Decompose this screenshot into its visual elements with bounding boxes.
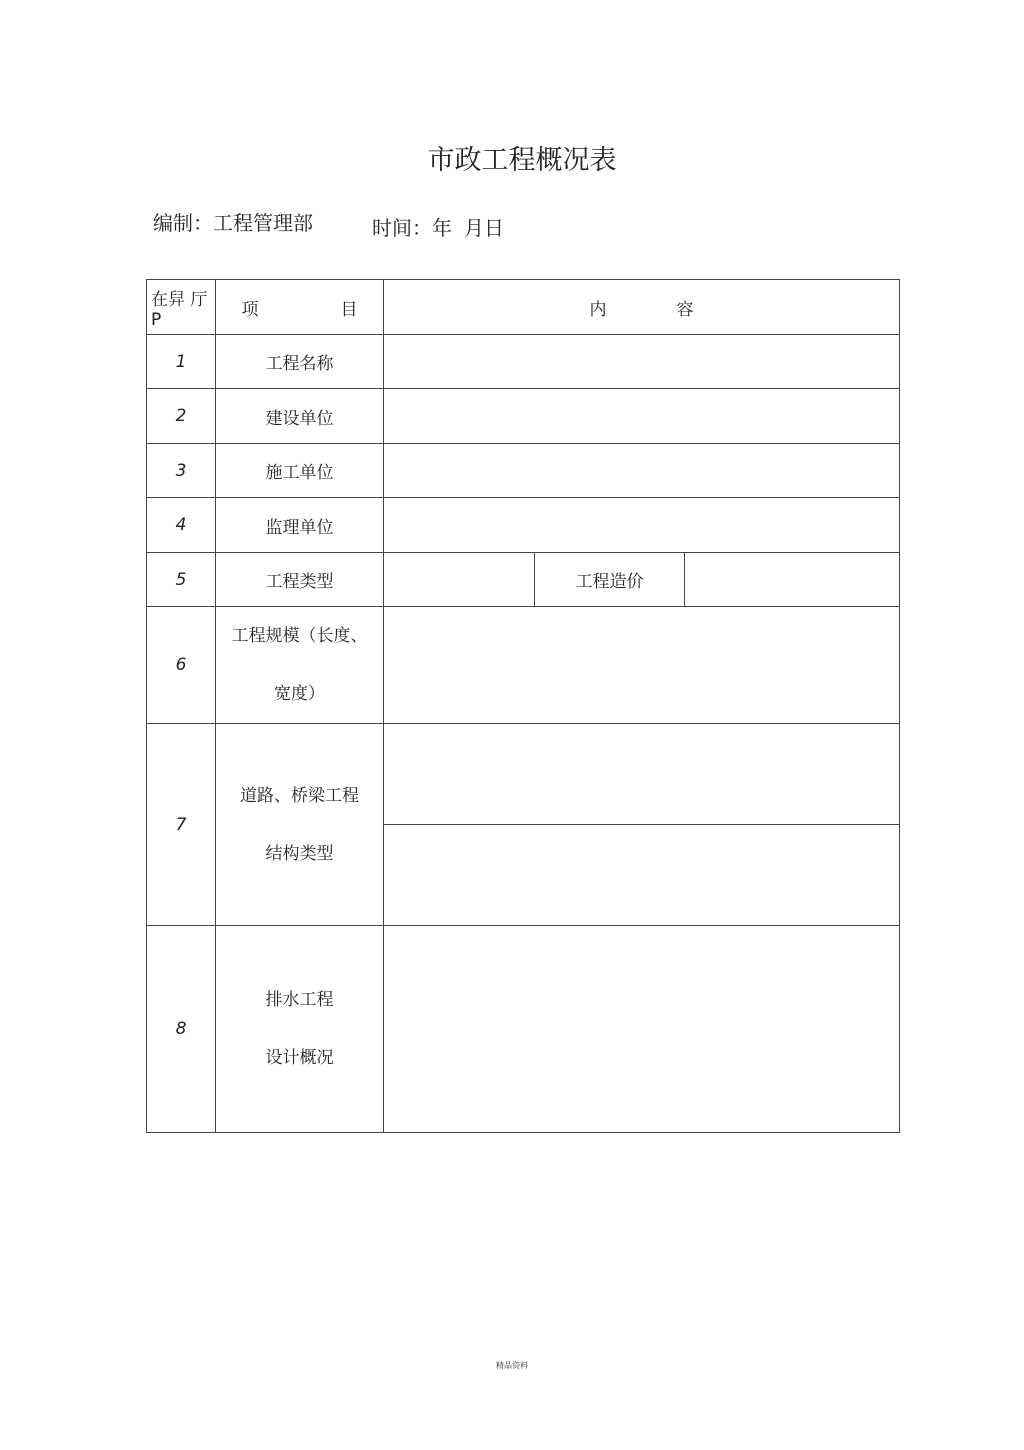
- row-value-cell[interactable]: [384, 335, 900, 389]
- page-title: 市政工程概况表: [427, 145, 617, 176]
- header-content-a: 内: [589, 299, 607, 320]
- row-label: [216, 926, 384, 1133]
- table-row: [147, 553, 900, 607]
- row-number: 5: [147, 553, 216, 607]
- row-value-cell[interactable]: [384, 724, 900, 825]
- time-rest: 月日: [464, 216, 504, 240]
- table-row: [147, 498, 900, 553]
- row-sub-label: 工程造价: [535, 553, 685, 607]
- row-label: 工程名称: [216, 335, 384, 389]
- header-content-b: 容: [676, 299, 694, 320]
- row-number: 6: [147, 607, 216, 724]
- row-label-line2: 结构类型: [265, 843, 334, 864]
- row-value-cell[interactable]: [384, 444, 900, 498]
- table-row: [147, 724, 900, 825]
- row-number: 1: [147, 335, 216, 389]
- row-label-line1: 道路、桥梁工程: [240, 785, 359, 806]
- table-row: [147, 444, 900, 498]
- row-number: 8: [147, 926, 216, 1133]
- prepared-by: 编制：工程管理部: [153, 211, 313, 235]
- header-content: [384, 280, 900, 335]
- footer-note: 精品资料: [496, 1361, 528, 1370]
- row-label: 建设单位: [216, 389, 384, 444]
- header-item-a: 项: [241, 299, 259, 320]
- table-header-row: [147, 280, 900, 335]
- row-label: 施工单位: [216, 444, 384, 498]
- row-label-line2: 宽度）: [274, 684, 325, 704]
- row-value-cell[interactable]: [384, 498, 900, 553]
- table-row: [147, 335, 900, 389]
- row-sub-value-cell[interactable]: [685, 553, 900, 607]
- row-number: 4: [147, 498, 216, 553]
- row-number: 3: [147, 444, 216, 498]
- row-number: 7: [147, 724, 216, 926]
- row-value-cell[interactable]: [384, 389, 900, 444]
- time-label: 时间：年: [372, 216, 452, 240]
- header-item-b: 目: [340, 299, 358, 320]
- time-field: [372, 212, 504, 241]
- table-row: [147, 607, 900, 724]
- row-value-cell[interactable]: [384, 825, 900, 926]
- row-label-line1: 排水工程: [265, 990, 334, 1010]
- row-label-line2: 设计概况: [265, 1048, 334, 1068]
- row-label: [216, 607, 384, 724]
- row-label: [216, 724, 384, 926]
- row-label-line1: 工程规模（长度、: [231, 626, 368, 646]
- row-number: 2: [147, 389, 216, 444]
- header-seq: 在舁 厅P: [147, 280, 216, 335]
- row-value-cell[interactable]: [384, 553, 535, 607]
- row-label: 监理单位: [216, 498, 384, 553]
- row-value-cell[interactable]: [384, 607, 900, 724]
- row-label: 工程类型: [216, 553, 384, 607]
- overview-table: [146, 279, 900, 1133]
- header-item: [216, 280, 384, 335]
- table-row: [147, 926, 900, 1133]
- row-value-cell[interactable]: [384, 926, 900, 1133]
- table-row: [147, 389, 900, 444]
